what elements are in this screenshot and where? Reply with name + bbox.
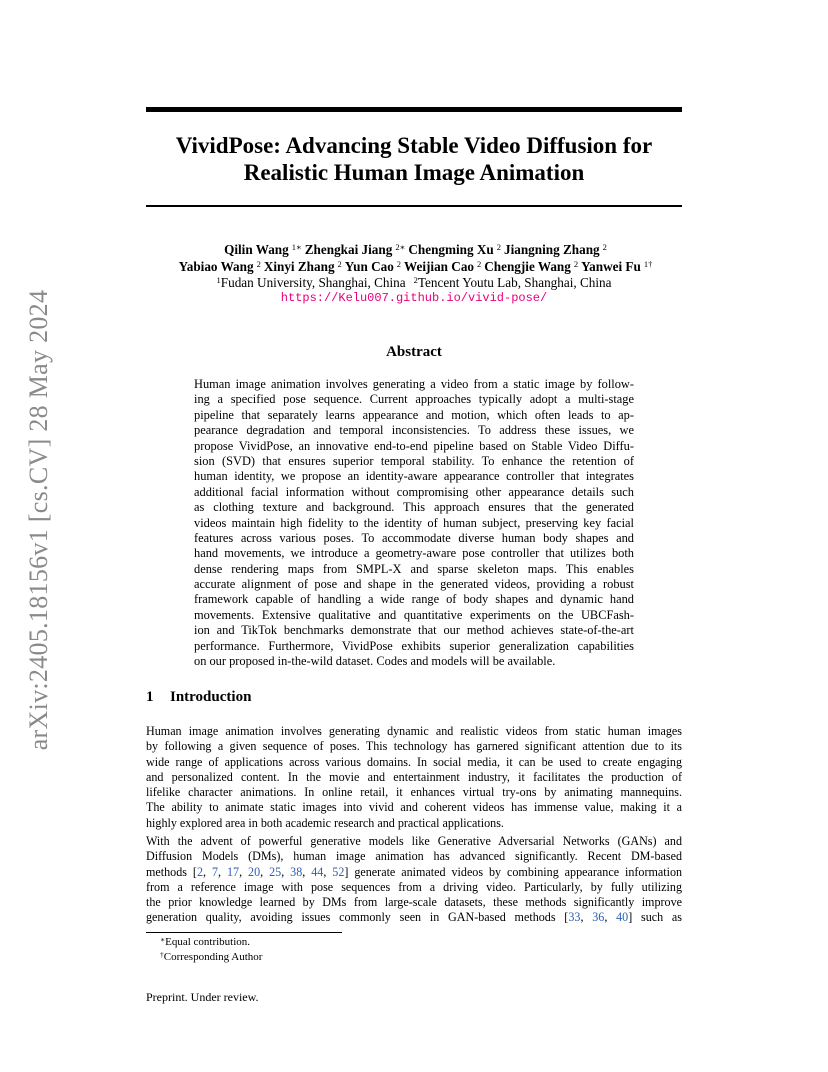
citation-link[interactable]: 44 [311, 864, 324, 879]
text-line: by following a given sequence of poses. This technology has garnered significant attention due to its [146, 739, 682, 754]
affiliation [217, 275, 406, 290]
author [342, 259, 401, 274]
abstract-line: ing a specified pose sequence. Current approaches typically adopt a multi-stage [194, 392, 634, 407]
text-line-with-citations: generation quality, avoiding issues commonly seen in GAN-based methods [33, 36, 40] such as [146, 910, 682, 925]
author-list-row-2 [146, 259, 682, 275]
author-list-row-1 [146, 242, 682, 258]
author [501, 242, 607, 257]
footnote-corresponding-author: †Corresponding Author [160, 950, 263, 963]
text-line: Diffusion Models (DMs), human image animation has advanced significantly. Recent DM-based [146, 849, 682, 864]
abstract-line: human identity, we propose an identity-aware appearance controller that integrates [194, 469, 634, 484]
abstract-line: as clothing texture and background. This approach ensures that the generated [194, 500, 634, 515]
abstract-line: additional facial information without compromising other appearance details such [194, 484, 634, 499]
abstract-line: videos maintain high fidelity to the identity of human subject, preserving key facial [194, 515, 634, 530]
footnote-equal-contribution: ∗Equal contribution. [160, 935, 251, 948]
author-mark: 2∗ [395, 242, 406, 252]
author [176, 259, 261, 274]
author [261, 259, 342, 274]
abstract-line: performance. Furthermore, VividPose exhibits superior generalization capabilities [194, 638, 634, 653]
author-name: Chengming Xu [408, 242, 494, 257]
abstract-line: sion (SVD) that ensures superior temporal stability. To enhance the retention of [194, 453, 634, 468]
author-mark: 2 [256, 259, 261, 269]
author-name: Yanwei Fu [581, 259, 641, 274]
abstract-line: pearance degradation and temporal inconsistencies. To address these issues, we [194, 423, 634, 438]
author [401, 259, 481, 274]
text-line: The ability to animate static images into vivid and coherent videos has immense value, making it a [146, 800, 682, 815]
citation-link[interactable]: 52 [332, 864, 345, 879]
author-name: Qilin Wang [224, 242, 289, 257]
abstract-line: movements. Extensive qualitative and quantitative experiments on the UBCFash- [194, 607, 634, 622]
text-line: With the advent of powerful generative models like Generative Adversarial Networks (GANs) and [146, 834, 682, 848]
abstract-line: dense rendering maps from SMPL-X and sparse skeleton maps. This enables [194, 561, 634, 576]
affiliation-mark: 2 [413, 275, 418, 285]
text-line: lifelike character animations. In online retail, it enhances virtual try-ons by animating mannequins. [146, 785, 682, 800]
author-mark: 1∗ [291, 242, 302, 252]
citation-link[interactable]: 40 [616, 910, 629, 925]
abstract-heading: Abstract [386, 344, 442, 360]
author-name: Zhengkai Jiang [304, 242, 393, 257]
project-url-link[interactable]: https://Kelu007.github.io/vivid-pose/ [280, 291, 548, 305]
author [578, 259, 652, 274]
citation-link[interactable]: 25 [269, 864, 282, 879]
citation-link[interactable]: 33 [568, 910, 581, 925]
text-line: Human image animation involves generating dynamic and realistic videos from static human images [146, 724, 682, 738]
affiliations [146, 275, 682, 291]
text-line: wide range of applications across various domains. In social media, it can be used to create engaging [146, 754, 682, 769]
author-name: Weijian Cao [404, 259, 475, 274]
section-number: 1 [146, 689, 154, 705]
abstract-line: ion and TikTok benchmarks demonstrate that our method achieves state-of-the-art [194, 623, 634, 638]
author [302, 242, 406, 257]
paper-title-line-2: Realistic Human Image Animation [243, 160, 585, 185]
author-name: Jiangning Zhang [504, 242, 600, 257]
abstract-line: Human image animation involves generating a video from a static image by follow- [194, 377, 634, 391]
author-name: Xinyi Zhang [263, 259, 335, 274]
abstract-line: features across various poses. To accommodate diverse human body shapes and [194, 530, 634, 545]
intro-paragraph-2 [146, 834, 682, 926]
text-line: and personalized content. In the movie and entertainment industry, it facilitates the production of [146, 769, 682, 784]
author-mark: 2 [337, 259, 342, 269]
author [405, 242, 501, 257]
author-mark: 2 [496, 242, 501, 252]
citation-link[interactable]: 7 [211, 864, 219, 879]
preprint-notice: Preprint. Under review. [146, 990, 259, 1004]
citation-link[interactable]: 36 [592, 910, 605, 925]
section-heading-introduction [146, 689, 251, 706]
author-name: Chengjie Wang [484, 259, 571, 274]
author-name: Yun Cao [344, 259, 394, 274]
author-mark: 2 [602, 242, 607, 252]
abstract-line: accurate alignment of pose and shape in the generated videos, providing a robust [194, 577, 634, 592]
citation-link[interactable]: 20 [248, 864, 261, 879]
affiliation-name: Tencent Youtu Lab, Shanghai, China [417, 275, 612, 290]
citation-link[interactable]: 2 [196, 864, 203, 879]
intro-paragraph-1 [146, 724, 682, 831]
paper-title-line-1: VividPose: Advancing Stable Video Diffusion for [175, 133, 653, 158]
abstract-line: propose VividPose, an innovative end-to-end pipeline based on Stable Video Diffu- [194, 438, 634, 453]
author-name: Yabiao Wang [178, 259, 254, 274]
author [221, 242, 302, 257]
title-rule-bottom [146, 205, 682, 207]
author-mark: 2 [396, 259, 402, 269]
abstract-line: pipeline that separately learns appearance and motion, which often leads to ap- [194, 407, 634, 422]
text-line: from a reference image with pose sequences from a driving video. Particularly, by fully utilizing [146, 879, 682, 894]
affiliation [414, 275, 612, 290]
abstract-line: framework capable of handling a wide range of body shapes and dynamic hand [194, 592, 634, 607]
text-line: highly explored area in both academic research and practical applications. [146, 815, 504, 830]
citation-link[interactable]: 38 [290, 864, 303, 879]
citation-link[interactable]: 17 [226, 864, 240, 879]
abstract-body [194, 377, 634, 669]
author-mark: 1† [643, 259, 653, 269]
text-line-with-citations: methods [2, 7, 17, 20, 25, 38, 44, 52] generate animated videos by combining appearance information [146, 864, 682, 879]
affiliation-mark: 1 [216, 275, 221, 285]
abstract-line: on our proposed in-the-wild dataset. Codes and models will be available. [194, 654, 556, 669]
footnote-rule [146, 932, 342, 933]
title-rule-top [146, 107, 682, 112]
section-title: Introduction [170, 689, 252, 705]
abstract-line: hand movements, we introduce a geometry-aware pose controller that utilizes both [194, 546, 634, 561]
text-line: the prior knowledge learned by DMs from large-scale datasets, these methods significantly improve [146, 895, 682, 910]
author [481, 259, 578, 274]
affiliation-name: Fudan University, Shanghai, China [220, 275, 406, 290]
author-mark: 2 [573, 259, 579, 269]
author-mark: 2 [477, 259, 482, 269]
